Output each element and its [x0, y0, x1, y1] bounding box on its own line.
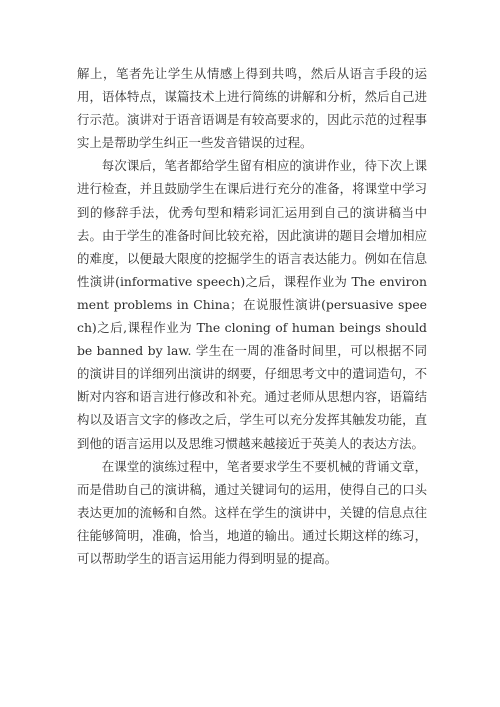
paragraph-homework: 每次课后，笔者都给学生留有相应的演讲作业，待下次上课进行检查，并且鼓励学生在课后进行充分的准备，将课堂中学习到的修辞手法，优秀句型和精彩词汇运用到自己的演讲稿当中去。由于学生的准备时间比较充裕，因此演讲的题目会增加相应的难度，以便最大限度的挖掘学生的语言表达能力。例如在信息性演讲(informative speech)之后，课程作业为 The environment problems in China；在说服性演讲(persuasive speech)之后,课程作业为 The cloning of human beings should be banned by law. 学生在一周的准备时间里，可以根据不同的演讲目的详细列出演讲的纲要，仔细思考文中的遣词造句，不断对内容和语言进行修改和补充。通过老师从思想内容，语篇结构以及语言文字的修改之后，学生可以充分发挥其触发功能，直到他的语言运用以及思维习惯越来越接近于英美人的表达方法。 [77, 158, 427, 451]
body-text [77, 62, 427, 570]
paragraph-continuation: 解上，笔者先让学生从情感上得到共鸣，然后从语言手段的运用，语体特点，谋篇技术上进行简练的讲解和分析，然后自己进行示范。演讲对于语音语调是有较高要求的，因此示范的过程事实上是帮助学生纠正一些发音错误的过程。 [77, 66, 427, 151]
paragraph-classroom-practice: 在课堂的演练过程中，笔者要求学生不要机械的背诵文章，而是借助自己的演讲稿，通过关键词句的运用，使得自己的口头表达更加的流畅和自然。这样在学生的演讲中，关键的信息点往往能够简明，准确，恰当，地道的输出。通过长期这样的练习，可以帮助学生的语言运用能力得到明显的提高。 [77, 458, 427, 566]
